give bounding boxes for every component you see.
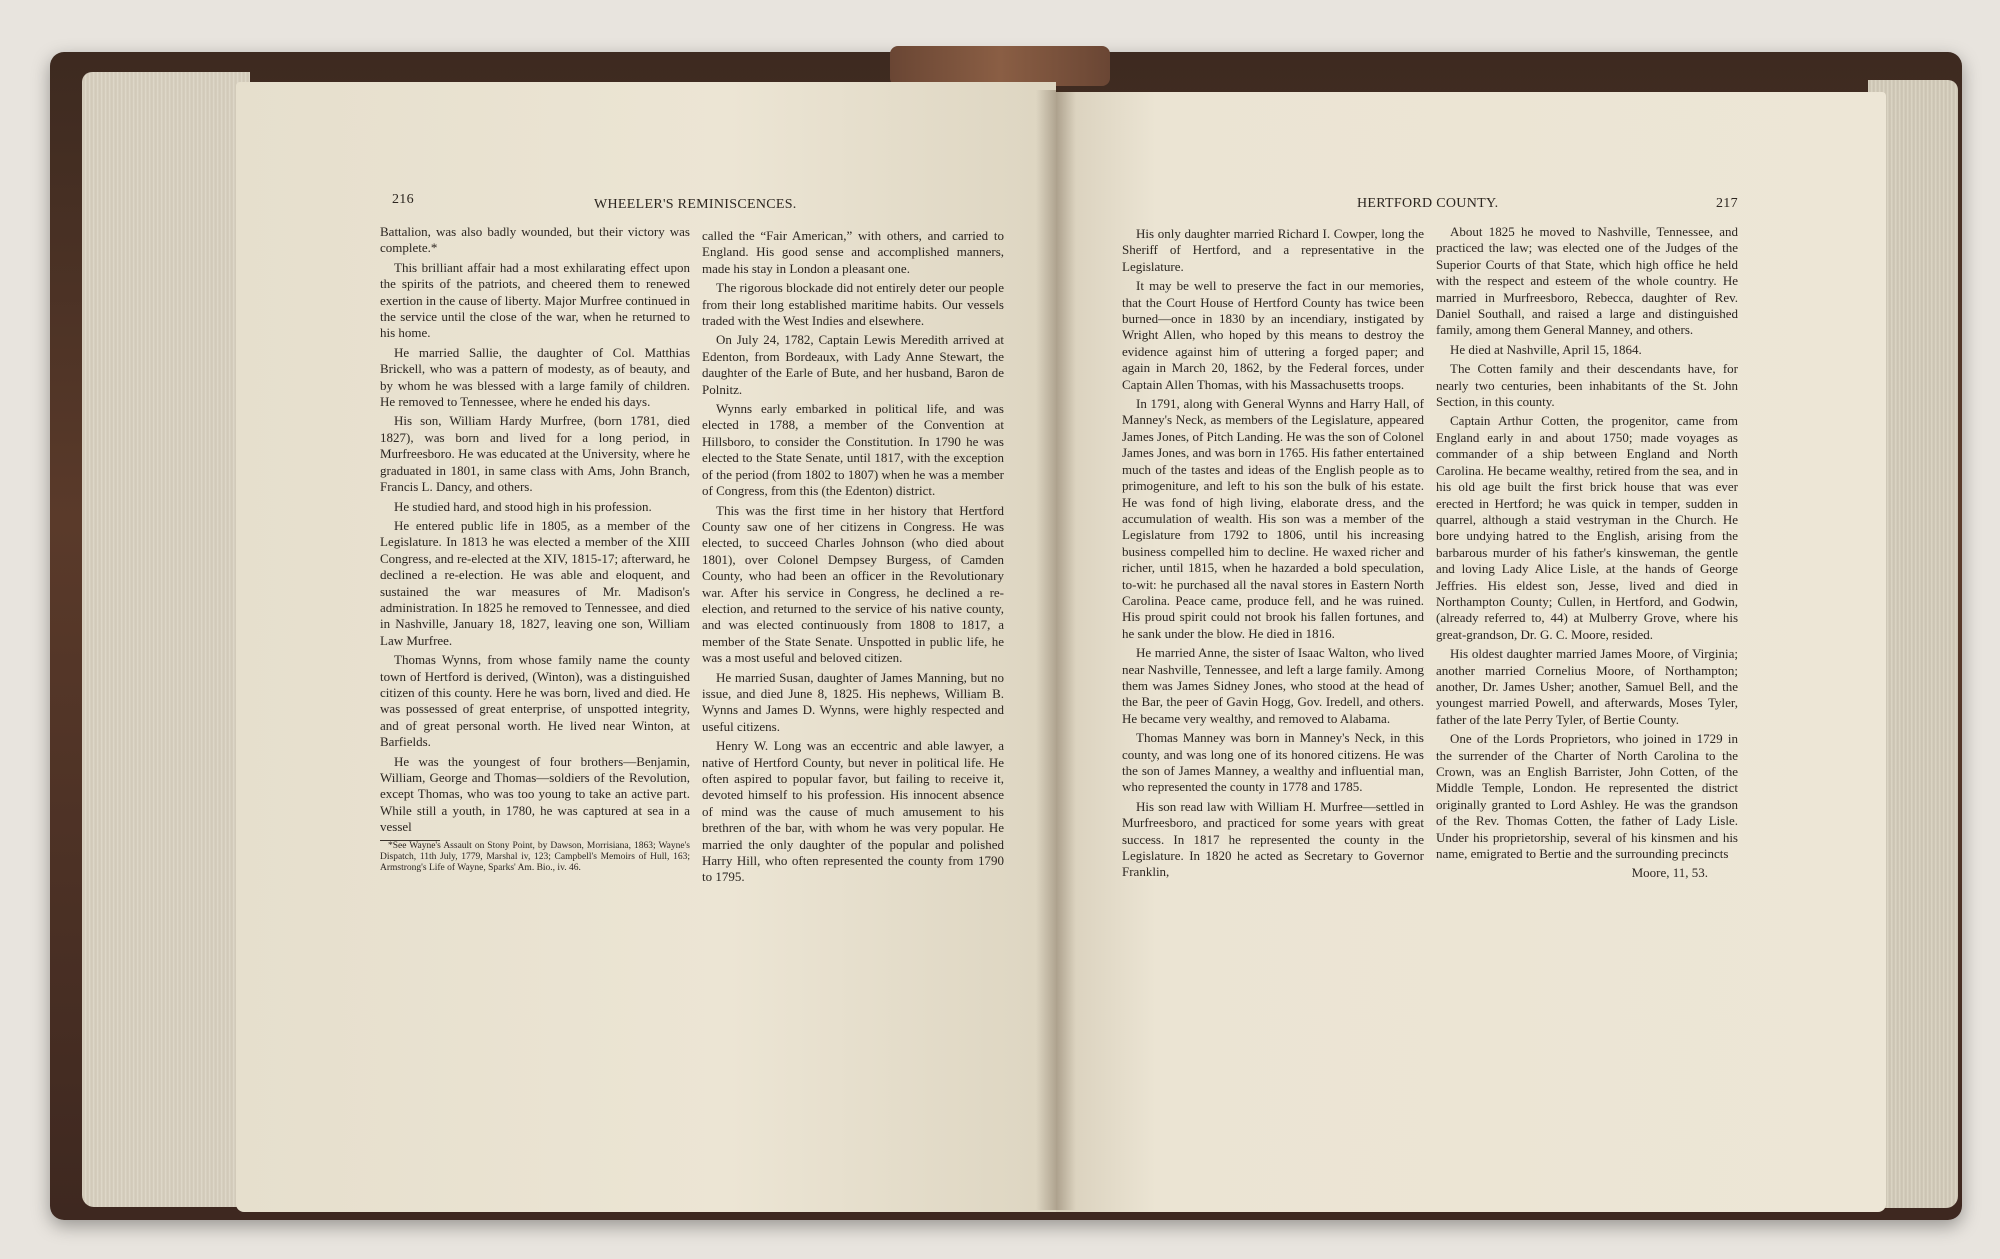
paragraph: His only daughter married Richard I. Cowper, long the Sheriff of Hertford, and a representative in the Legislature. — [1122, 226, 1424, 274]
paragraph: Thomas Wynns, from whose family name the county town of Hertford is derived, (Winton), was a distinguished citizen of this county. Here he was born, lived and died. He was possessed of great enterprise, of unspotted integrity, and of great personal worth. He lived near Winton, at Barfields. — [380, 652, 690, 750]
paragraph: He married Susan, daughter of James Manning, but no issue, and died June 8, 1825. His nephews, William B. Wynns and James D. Wynns, were highly respected and useful citizens. — [702, 669, 1004, 734]
paragraph: He married Anne, the sister of Isaac Walton, who lived near Nashville, Tennessee, and left a large family. Among them was James Sidney Jones, who stood at the head of the Bar, the peer of Gavin Hogg, Gov. Iredell, and others. He became very wealthy, and removed to Alabama. — [1122, 645, 1424, 726]
left-page-edges — [82, 72, 250, 1207]
paragraph: On July 24, 1782, Captain Lewis Meredith arrived at Edenton, from Bordeaux, with Lady Anne Stewart, the daughter of the Earle of Bute, and her husband, Baron de Polnitz. — [702, 332, 1004, 397]
paragraph: His son read law with William H. Murfree—settled in Murfreesboro, and practiced for some years with great success. In 1817 he represented the county in the Legislature. In 1820 he acted as Secretary to Governor Franklin, — [1122, 798, 1424, 880]
paragraph: Battalion, was also badly wounded, but their victory was complete.* — [380, 224, 690, 256]
paragraph: He died at Nashville, April 15, 1864. — [1450, 341, 1642, 357]
paragraph: In 1791, along with General Wynns and Harry Hall, of Manney's Neck, as members of the Legislature, appeared James Jones, of Pitch Landing. He was the son of Colonel James Jones, and was born in 1765. His father entertained much of the tastes and ideas of the English people as to primogeniture, and left to his son the bulk of his estate. He was fond of high living, elaborate dress, and the accumulation of wealth. His son was a member of the Legislature from 1792 to 1806, until his increasing business compelled him to decline. He waxed richer and richer, until 1815, when he hazarded a bold speculation, to-wit: he purchased all the naval stores in Eastern North Carolina. Peace came, produce fell, and he was ruined. His proud spirit could not brook his fallen fortunes, and he sank under the blow. He died in 1816. — [1122, 396, 1424, 641]
paragraph: He married Sallie, the daughter of Col. Matthias Brickell, who was a pattern of modesty, as of beauty, and by whom he was blessed with a large family of children. He removed to Tennessee, where he ended his days. — [380, 344, 690, 410]
paragraph: Henry W. Long was an eccentric and able lawyer, a native of Hertford County, but never in political life. He often aspired to popular favor, but failing to receive it, devoted himself to his profession. His innocent absence of mind was the cause of much amusement to his brethren of the bar, with whom he was very popular. He married the only daughter of the popular and polished Harry Hill, who often represented the county from 1790 to 1795. — [702, 738, 1004, 885]
paragraph: About 1825 he moved to Nashville, Tennessee, and practiced the law; was elected one of the Judges of the Superior Courts of that State, which high office he held with the respect and esteem of the whole country. He married in Murfreesboro, Rebecca, daughter of Rev. Daniel Southall, and raised a large and distinguished family, among them General Manney, and others. — [1436, 224, 1738, 338]
paragraph: One of the Lords Proprietors, who joined in 1729 in the surrender of the Charter of North Carolina to the Crown, was an English Barrister, John Cotten, of the Middle Temple, London. He represented the district originally granted to Lord Ashley. He was the grandson of the Rev. Thomas Cotten, the father of Lady Lisle. Under his proprietorship, several of his kinsmen and his name, emigrated to Bertie and the surrounding precincts — [1436, 731, 1738, 862]
left-page-number: 216 — [392, 192, 414, 207]
source-citation: Moore, 11, 53. — [1631, 865, 1708, 881]
left-running-head: WHEELER'S REMINISCENCES. — [594, 197, 797, 212]
book-gutter — [1036, 90, 1076, 1210]
paragraph: It may be well to preserve the fact in our memories, that the Court House of Hertford County has twice been burned—once in 1830 by an incendiary, instigated by Wright Allen, who hoped by this means to destroy the evidence against him of uttering a forged paper; and again in March 20, 1862, by the Federal forces, under Captain Allen Thomas, with his Massachusetts troops. — [1122, 278, 1424, 392]
right-page-number: 217 — [1716, 196, 1738, 211]
paragraph: His oldest daughter married James Moore, of Virginia; another married Cornelius Moore, of Northampton; another, Dr. James Usher; another, Samuel Bell, and the youngest married Powell, and afterwards, Moses Tyler, father of the late Perry Tyler, of Bertie County. — [1436, 646, 1738, 727]
book-spine — [890, 46, 1110, 86]
right-running-head: HERTFORD COUNTY. — [1357, 196, 1499, 211]
paragraph: The Cotten family and their descendants have, for nearly two centuries, been inhabitants of the St. John Section, in this county. — [1436, 361, 1738, 410]
right-column-1 — [1122, 226, 1424, 884]
paragraph: He entered public life in 1805, as a member of the Legislature. In 1813 he was elected a member of the XIII Congress, and re-elected at the XIV, 1815-17; afterward, he declined a re-election. He was able and eloquent, and sustained the war measures of Mr. Madison's administration. In 1825 he removed to Tennessee, and died in Nashville, January 18, 1827, leaving one son, William Law Murfree. — [380, 517, 690, 648]
paragraph: He was the youngest of four brothers—Benjamin, William, George and Thomas—soldiers of the Revolution, except Thomas, who was too young to take an active part. While still a youth, in 1780, he was captured at sea in a vessel — [380, 753, 690, 835]
paragraph: His son, William Hardy Murfree, (born 1781, died 1827), was born and lived for a long period, in Murfreesboro. He was educated at the University, where he graduated in 1801, in same class with Ams, John Branch, Francis L. Dancy, and others. — [380, 413, 690, 495]
paragraph: This brilliant affair had a most exhilarating effect upon the spirits of the patriots, and cheered them to renewed exertion in the cause of liberty. Major Murfree continued in the service until the close of the war, when he returned to his home. — [380, 259, 690, 341]
left-column-2 — [702, 228, 1004, 889]
footnote: *See Wayne's Assault on Stony Point, by Dawson, Morrisiana, 1863; Wayne's Dispatch, 11th July, 1779, Marshal iv, 123; Campbell's Memoirs of Hull, 163; Armstrong's Life of Wayne, Sparks' Am. Bio., iv. 46. — [380, 840, 690, 873]
paragraph: The rigorous blockade did not entirely deter our people from their long established maritime habits. Our vessels traded with the West Indies and elsewhere. — [702, 280, 1004, 329]
left-column-1 — [380, 224, 690, 877]
paragraph: This was the first time in her history that Hertford County saw one of her citizens in Congress. He was elected, to succeed Charles Johnson (who died about 1801), over Colonel Dempsey Burgess, of Camden County, who had been an officer in the Revolutionary war. After his service in Congress, he declined a re-election, and returned to the service of his native county, and was elected continuously from 1808 to 1817, a member of the State Senate. Unspotted in public life, he was a most useful and beloved citizen. — [702, 502, 1004, 666]
paragraph: He studied hard, and stood high in his profession. — [394, 498, 652, 514]
paragraph: Wynns early embarked in political life, and was elected in 1788, a member of the Convention at Hillsboro, to consider the Constitution. In 1790 he was elected to the State Senate, until 1817, with the exception of the period (from 1802 to 1807) when he was a member of Congress, from this (the Edenton) district. — [702, 401, 1004, 499]
paragraph: called the “Fair American,” with others, and carried to England. His good sense and accomplished manners, made his stay in London a pleasant one. — [702, 228, 1004, 276]
paragraph: Thomas Manney was born in Manney's Neck, in this county, and was long one of its honored citizens. He was the son of James Manney, a wealthy and influential man, who represented the county in 1778 and 1785. — [1122, 730, 1424, 795]
paragraph: Captain Arthur Cotten, the progenitor, came from England early in and about 1750; made voyages as commander of a ship between England and North Carolina. He became wealthy, retired from the sea, and in his old age built the first brick house that was ever erected in Hertford; he was quick in temper, sudden in quarrel, although a staid vestryman in the Church. He bore undying hatred to the English, arising from the barbarous murder of his father's kinsweman, the gentle and loving Lady Alice Lisle, at the hands of George Jeffries. His eldest son, Jesse, lived and died in Northampton County; Cullen, in Hertford, and Godwin, (already referred to, 44) at Mulberry Grove, where his great-grandson, Dr. G. C. Moore, resided. — [1436, 413, 1738, 642]
right-column-2 — [1436, 224, 1738, 885]
